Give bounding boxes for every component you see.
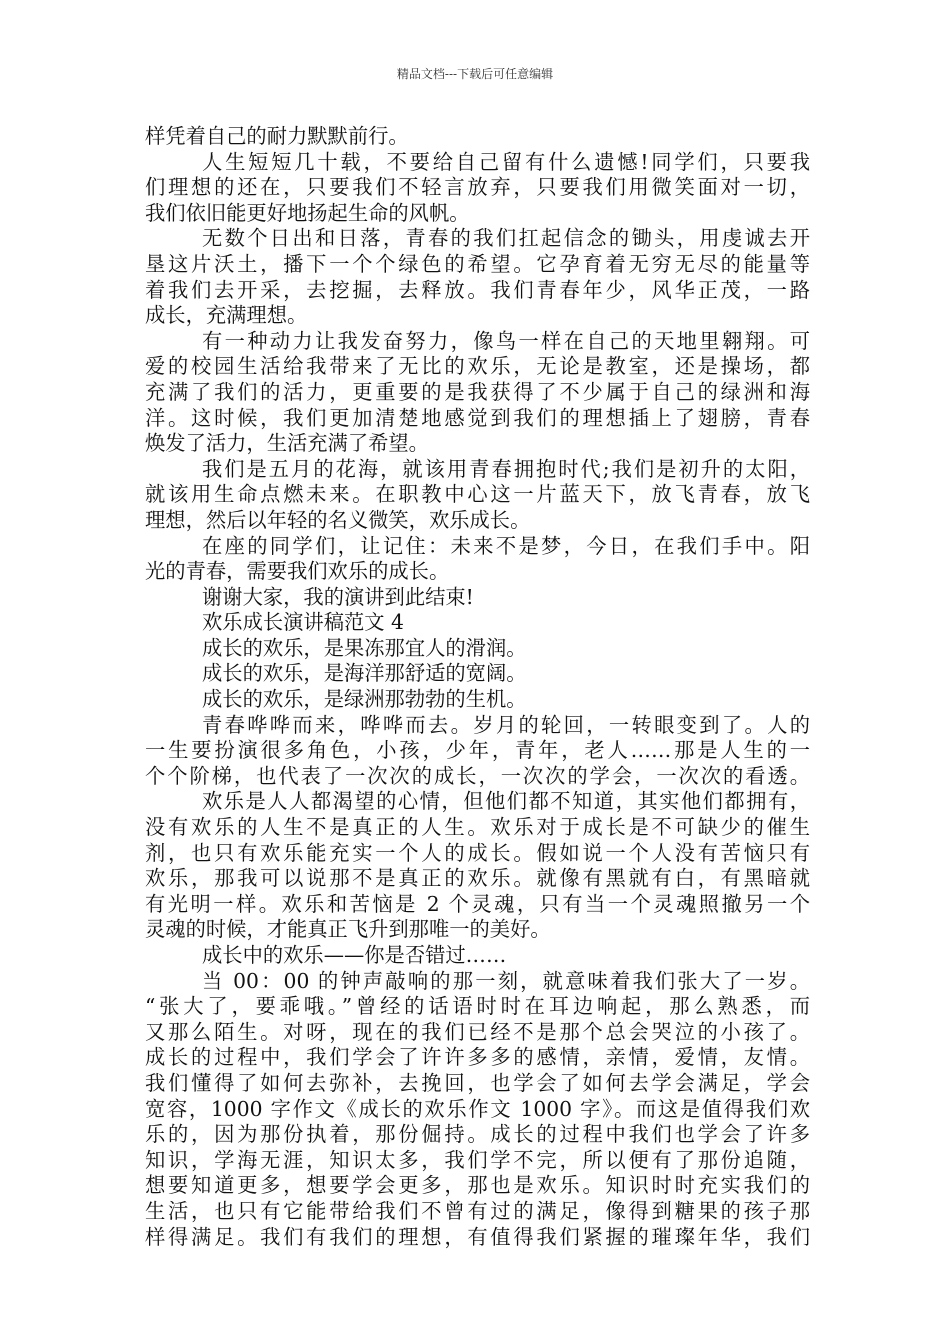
text-line: 就该用生命点燃未来。在职教中心这一片蓝天下，放飞青春，放飞 <box>145 482 810 507</box>
paragraph-first-line: 谢谢大家，我的演讲到此结束! <box>202 584 474 609</box>
text-line: 又那么陌生。对呀，现在的我们已经不是那个总会哭泣的小孩了。 <box>145 1019 810 1044</box>
paragraph-first-line: 我们是五月的花海，就该用青春拥抱时代;我们是初升的太阳， <box>202 456 810 481</box>
text-line: 我们依旧能更好地扬起生命的风帆。 <box>145 200 470 225</box>
text-line: 剂，也只有欢乐能充实一个人的成长。假如说一个人没有苦恼只有 <box>145 840 810 865</box>
page-header: 精品文档---下载后可任意编辑 <box>396 67 554 81</box>
paragraph-first-line: 欢乐是人人都渴望的心情，但他们都不知道，其实他们都拥有， <box>202 789 810 814</box>
paragraph-first-line: 青春哗哗而来，哗哗而去。岁月的轮回，一转眼变到了。人的 <box>202 712 810 737</box>
paragraph-first-line: 成长的欢乐，是绿洲那勃勃的生机。 <box>202 687 527 712</box>
paragraph-first-line: 有一种动力让我发奋努力，像鸟一样在自己的天地里翱翔。可 <box>202 328 810 353</box>
paragraph-first-line: 成长的欢乐，是果冻那宜人的滑润。 <box>202 635 527 660</box>
document-body <box>145 124 810 1250</box>
text-line: “张大了，要乖哦。”曾经的话语时时在耳边响起，那么熟悉，而 <box>145 994 810 1019</box>
text-line: 欢乐，那我可以说那不是真正的欢乐。就像有黑就有白，有黑暗就 <box>145 866 810 891</box>
text-line: 没有欢乐的人生不是真正的人生。欢乐对于成长是不可缺少的催生 <box>145 815 810 840</box>
paragraph-first-line: 无数个日出和日落，青春的我们扛起信念的锄头，用虔诚去开 <box>202 226 810 251</box>
paragraph-first-line: 人生短短几十载，不要给自己留有什么遗憾!同学们，只要我 <box>202 149 810 174</box>
text-line: 一生要扮演很多角色，小孩，少年，青年，老人……那是人生的一 <box>145 738 810 763</box>
text-line: 知识，学海无涯，知识太多，我们学不完，所以便有了那份追随， <box>145 1147 810 1172</box>
text-line: 生活，也只有它能带给我们不曾有过的满足，像得到糖果的孩子那 <box>145 1198 810 1223</box>
paragraph-first-line: 当 00：00 的钟声敲响的那一刻，就意味着我们张大了一岁。 <box>202 968 810 993</box>
text-line: 成长的过程中，我们学会了许许多多的感情，亲情，爱情，友情。 <box>145 1045 810 1070</box>
paragraph-first-line: 欢乐成长演讲稿范文 4 <box>202 610 404 635</box>
text-line: 我们懂得了如何去弥补，去挽回，也学会了如何去学会满足，学会 <box>145 1070 810 1095</box>
text-line: 光的青春，需要我们欢乐的成长。 <box>145 559 450 584</box>
text-line: 宽容，1000 字作文《成长的欢乐作文 1000 字》。而这是值得我们欢 <box>145 1096 810 1121</box>
text-line: 们理想的还在，只要我们不轻言放弃，只要我们用微笑面对一切， <box>145 175 810 200</box>
text-line: 垦这片沃土，播下一个个绿色的希望。它孕育着无穷无尽的能量等 <box>145 251 810 276</box>
text-line: 灵魂的时候，才能真正飞升到那唯一的美好。 <box>145 917 551 942</box>
text-line: 洋。这时候，我们更加清楚地感觉到我们的理想插上了翅膀，青春 <box>145 405 810 430</box>
paragraph-first-line: 成长中的欢乐——你是否错过…… <box>202 943 507 967</box>
text-line: 乐的，因为那份执着，那份倔持。成长的过程中我们也学会了许多 <box>145 1122 810 1147</box>
text-line: 想要知道更多，想要学会更多，那也是欢乐。知识时时充实我们的 <box>145 1173 810 1198</box>
text-line: 充满了我们的活力，更重要的是我获得了不少属于自己的绿洲和海 <box>145 379 810 404</box>
text-line: 样得满足。我们有我们的理想，有值得我们紧握的璀璨年华，我们 <box>145 1224 810 1249</box>
text-line: 成长，充满理想。 <box>145 303 308 328</box>
text-line: 着我们去开采，去挖掘，去释放。我们青春年少，风华正茂，一路 <box>145 277 810 302</box>
paragraph-first-line: 成长的欢乐，是海洋那舒适的宽阔。 <box>202 661 527 686</box>
text-line: 样凭着自己的耐力默默前行。 <box>145 124 409 148</box>
text-line: 焕发了活力，生活充满了希望。 <box>145 431 429 456</box>
text-line: 理想，然后以年轻的名义微笑，欢乐成长。 <box>145 507 531 532</box>
text-line: 个个阶梯，也代表了一次次的成长，一次次的学会，一次次的看透。 <box>145 763 810 788</box>
text-line: 爱的校园生活给我带来了无比的欢乐，无论是教室，还是操场，都 <box>145 354 810 379</box>
paragraph-first-line: 在座的同学们，让记住：未来不是梦，今日，在我们手中。阳 <box>202 533 810 558</box>
text-line: 有光明一样。欢乐和苦恼是 2 个灵魂，只有当一个灵魂照撤另一个 <box>145 891 810 916</box>
